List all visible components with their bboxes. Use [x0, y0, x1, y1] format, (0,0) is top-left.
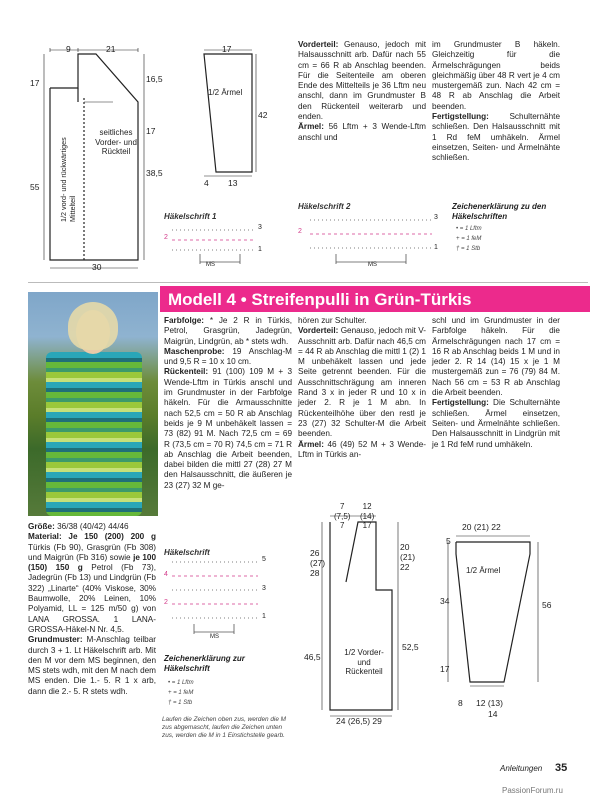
- top-body-schematic: [28, 38, 158, 280]
- body-dim-20: 20: [400, 542, 410, 552]
- top-sleeve-dim-17: 17: [222, 44, 232, 54]
- col3-text: [298, 316, 426, 460]
- top-schem-dim-17l: 17: [30, 78, 40, 88]
- material-text-2: Petrol (Fb 73), Jadegrün (Fb 13) und Lindgrün (Fb 322) „Linarte“ (40% Viskose, 30% Baumwolle, 20% Leinen, 10% Polyamid, LL = 125 m/50 g) von LANA GROSSA. 1 LANA-GROSSA-Häkel-N Nr. 4,5.: [28, 563, 157, 634]
- stb-icon: †: [456, 246, 460, 252]
- bottom-legend-fem-text: = 1 feM: [173, 690, 194, 696]
- fem-icon: +: [456, 236, 460, 242]
- size-head: Größe:: [28, 522, 55, 531]
- top-fertig-head: Fertigstellung:: [432, 112, 489, 122]
- top-sleeve-label: 1/2 Ärmel: [208, 88, 243, 97]
- body-dim-52-5: 52,5: [402, 642, 419, 652]
- bottom-legend-title: Zeichenerklärung zur Häkelschrift: [164, 654, 245, 673]
- col3-aermel-text: 46 (49) 52 M + 3 Wende-Lftm in Türkis an-: [298, 439, 426, 459]
- fem-icon: +: [168, 690, 172, 696]
- model-hair: [68, 302, 118, 350]
- col4-p1: schl und im Grundmuster in der Farbfolge häkeln. Für die Ärmelschrägungen nach 17 cm = 16 R ab Anschlag beids 1 M und in jeder 2. R 14 (14) 15 x je 1 M mustergemäß zun = 76 (79) 84 M. Nach 56 cm = 53 R ab Anschlag die Arbeit beenden.: [432, 316, 560, 398]
- top-fertig-text: Schulternähte schließen. Den Halsausschnitt mit 1 Rd feM umhäkeln. Ärmel einsetzen, Seiten- und Ärmelnähte schließen.: [432, 112, 560, 163]
- chart1-row-2: 2: [164, 234, 168, 241]
- bottom-legend-stb-text: = 1 Stb: [173, 700, 193, 706]
- chart2-row-2: 2: [298, 228, 302, 235]
- top-schem-dim-30: 30: [92, 262, 102, 272]
- sleeve-label: 1/2 Ärmel: [466, 566, 501, 575]
- lftm-icon: •: [168, 680, 171, 686]
- col3-vorder-head: Vorderteil:: [298, 326, 339, 336]
- top-aermel-head: Ärmel:: [298, 122, 324, 132]
- sweater-shape: [46, 352, 142, 516]
- bottom-chart-note: Laufen die Zeichen oben zus, werden die M zus abgemascht, laufen die Zeichen unten zus, werden die M in 1 Einstichstelle gearb.: [162, 716, 286, 739]
- body-dim-26: 26: [310, 548, 320, 558]
- body-dim-21: (21): [400, 552, 416, 562]
- grundmuster-text: M-Anschlag teilbar durch 3 + 1. Lt Häkelschrift arb. Mit den M vor dem MS beginnen, den MS stets wdh, mit den M nach dem MS enden. Die 1.- 5. R 1 x arb, dann die 2.- 5. R stets wdh.: [28, 635, 156, 696]
- top-aermel-text: 56 Lftm + 3 Wende-Lftm anschl und: [298, 122, 426, 142]
- body-dim-28: 28: [310, 568, 320, 578]
- top-vorderteil-head: Vorderteil:: [298, 40, 339, 49]
- sleeve-dim-17: 17: [440, 664, 450, 674]
- chart1-diagram: [160, 222, 270, 272]
- body-dim-46-5: 46,5: [304, 652, 321, 662]
- sleeve-dim-top: 20 (21) 22: [462, 522, 501, 532]
- left-info-column: [28, 522, 156, 697]
- farbfolge-head: Farbfolge:: [164, 316, 205, 325]
- body-dim-27: (27): [310, 558, 326, 568]
- farbfolge-text: * Je 2 R in Türkis, Petrol, Grasgrün, Jadegrün, Maigrün, Lindgrün, ab * stets wdh.: [164, 316, 292, 346]
- top-schem-dim-21: 21: [106, 44, 116, 54]
- top-legend-fem-text: = 1 feM: [461, 236, 482, 242]
- body-dim-17: 17: [362, 521, 372, 530]
- chart2-row-1: 1: [434, 244, 438, 251]
- body-dim-14: (14): [360, 511, 375, 521]
- chart1-title: Häkelschrift 1: [164, 212, 217, 221]
- body-dim-12: 12: [362, 502, 372, 511]
- top-schem-center-label: seitliches Vorder- und Rückteil: [95, 128, 137, 156]
- rueckenteil-text: 91 (100) 109 M + 3 Wende-Lftm in Türkis anschl und im Grundmuster in der Farbfolge häkeln. Für die Armausschnitte nach 52,5 cm = 50 R ab Anschlag beids je 9 M unbehäkelt lassen = 73 (82) 91 M. Nach 72,5 cm = 69 R (73,5 cm = 70 R) 74,5 cm = 71 R ab Anschlag die Arbeit beenden, dabei bilden die mittl 27 (28) 27 M den Halsausschnitt, die äußeren je 23 (27) 32 M ge-: [164, 367, 292, 490]
- bottom-chart-row-4: 4: [164, 571, 168, 578]
- stb-icon: †: [168, 700, 172, 706]
- top-legend-fem: [456, 236, 481, 242]
- body-dim-7a: 7: [340, 502, 345, 511]
- lftm-icon: •: [456, 226, 459, 232]
- top-schem-dim-38-5: 38,5: [146, 168, 163, 178]
- chart2-ms: MS: [368, 262, 377, 268]
- body-dim-22: 22: [400, 562, 410, 572]
- top-legend-stb-text: = 1 Stb: [461, 246, 481, 252]
- col3-p0: hören zur Schulter.: [298, 316, 367, 325]
- sleeve-dim-5: 5: [446, 536, 451, 546]
- body-dim-right: [400, 542, 415, 572]
- top-schem-dim-16-5: 16,5: [146, 74, 163, 84]
- sleeve-dim-12-13: 12 (13): [476, 698, 503, 708]
- size-text: 36/38 (40/42) 44/46: [57, 522, 129, 531]
- chart2-row-3: 3: [434, 214, 438, 221]
- maschenprobe-head: Maschenprobe:: [164, 346, 225, 356]
- col3-aermel-head: Ärmel:: [298, 439, 324, 449]
- model-title: Modell 4 • Streifenpulli in Grün-Türkis: [168, 290, 472, 309]
- body-dim-top-left: [334, 502, 350, 531]
- body-dim-left: [310, 548, 325, 578]
- bottom-legend-lftm-text: = 1 Lftm: [171, 680, 194, 686]
- top-text-column-1: [298, 40, 426, 143]
- top-sleeve-dim-4: 4: [204, 178, 209, 188]
- footer-section: Anleitungen: [500, 764, 543, 773]
- body-dim-bottom: 24 (26,5) 29: [336, 716, 382, 726]
- col4-fertig-head: Fertigstellung:: [432, 398, 489, 408]
- top-schem-dim-17r: 17: [146, 126, 156, 136]
- bottom-chart-diagram: [164, 556, 274, 640]
- top-col2-text: im Grundmuster B häkeln. Gleichzeitig für die Ärmelschrägungen beids gleichmäßig über 48 R vert je 4 cm mustergemäß zun. Nach 42 cm = 48 R ab Anschlag die Arbeit beenden.: [432, 40, 560, 111]
- top-sleeve-dim-13: 13: [228, 178, 238, 188]
- grundmuster-head: Grundmuster:: [28, 635, 83, 645]
- body-dim-7-5: (7,5): [334, 511, 351, 521]
- section-divider: [28, 282, 588, 283]
- top-legend-title: Zeichenerklärung zu den Häkelschriften: [452, 202, 547, 221]
- top-legend-lftm-text: = 1 Lftm: [459, 226, 482, 232]
- body-schematic: [296, 494, 426, 740]
- top-legend-lftm: [456, 226, 482, 232]
- top-schem-vertical-label: 1/2 vord- und rückwärtiges Mittelteil: [59, 137, 77, 222]
- material-text: Türkis (Fb 90), Grasgrün (Fb 308) und Maigrün (Fb 316) sowie: [28, 542, 156, 562]
- bottom-chart-title: Häkelschrift: [164, 548, 210, 557]
- bottom-chart-row-2: 2: [164, 599, 168, 606]
- sleeve-dim-14: 14: [488, 709, 498, 719]
- top-schem-dim-55: 55: [30, 182, 40, 192]
- material-head: Material: Je 150 (200) 200 g: [28, 532, 156, 542]
- chart2-title: Häkelschrift 2: [298, 202, 351, 211]
- top-legend-stb: [456, 246, 480, 252]
- chart1-row-3: 3: [258, 224, 262, 231]
- mid-text-column: [164, 316, 292, 491]
- top-text-column-2: [432, 40, 560, 164]
- sleeve-dim-56: 56: [542, 600, 552, 610]
- sleeve-schematic: [440, 518, 550, 694]
- bottom-chart-row-1: 1: [262, 613, 266, 620]
- chart1-row-1: 1: [258, 246, 262, 253]
- col4-text: [432, 316, 560, 450]
- body-schem-label: 1/2 Vorder- und Rückenteil: [344, 648, 384, 676]
- top-vorderteil-text: Genauso, jedoch mit Halsausschnitt arb. Dafür nach 55 cm = 66 R ab Anschlag beenden. Für die Seitenteile am oberen Ende des Mittelteils je 36 Lftm neu anschl, dann im Grundmuster B den Rückenteil weiterarb und enden.: [298, 40, 426, 122]
- rueckenteil-head: Rückenteil:: [164, 367, 209, 377]
- material-bold: je 100 (150) 150 g: [28, 552, 156, 573]
- sleeve-dim-34: 34: [440, 596, 450, 606]
- bottom-chart-ms: MS: [210, 634, 219, 640]
- bottom-legend-stb: [168, 700, 192, 706]
- bottom-legend-fem: [168, 690, 193, 696]
- bottom-chart-row-5: 5: [262, 556, 266, 563]
- col4-fertig-text: Die Schulternähte schließen. Ärmel einsetzen, Seiten- und Ärmelnähte schließen. Den Halsausschnitt in Lindgrün mit je 1 Rd feM rund umhäkeln.: [432, 398, 560, 449]
- col3-vorder-text: Genauso, jedoch mit V-Ausschnitt arb. Dafür nach 46,5 cm = 44 R ab Anschlag die mittl 1 (2) 1 M unbehäkelt lassen und jede Seite getrennt beenden. Für die Ausschnittschrägung am inneren Rand 3 x in jeder R und 10 x in jeder 2. R je 1 M abn. In Rückenteilhöhe über den restl je 23 (27) 32 Schulter-M die Arbeit beenden.: [298, 326, 426, 439]
- body-dim-top-right: [360, 502, 374, 531]
- footer-watermark: PassionForum.ru: [502, 786, 563, 795]
- model-photo: [28, 292, 158, 516]
- sleeve-dim-8: 8: [458, 698, 463, 708]
- bottom-legend-lftm: [168, 680, 194, 686]
- chart1-ms: MS: [206, 262, 215, 268]
- page-number: 35: [555, 762, 568, 774]
- body-dim-7b: 7: [340, 521, 345, 530]
- maschenprobe-text: 19 Anschlag-M und 9,5 R = 10 x 10 cm.: [164, 346, 292, 367]
- bottom-chart-row-3: 3: [262, 585, 266, 592]
- top-sleeve-dim-42: 42: [258, 110, 268, 120]
- top-schem-dim-9: 9: [66, 44, 71, 54]
